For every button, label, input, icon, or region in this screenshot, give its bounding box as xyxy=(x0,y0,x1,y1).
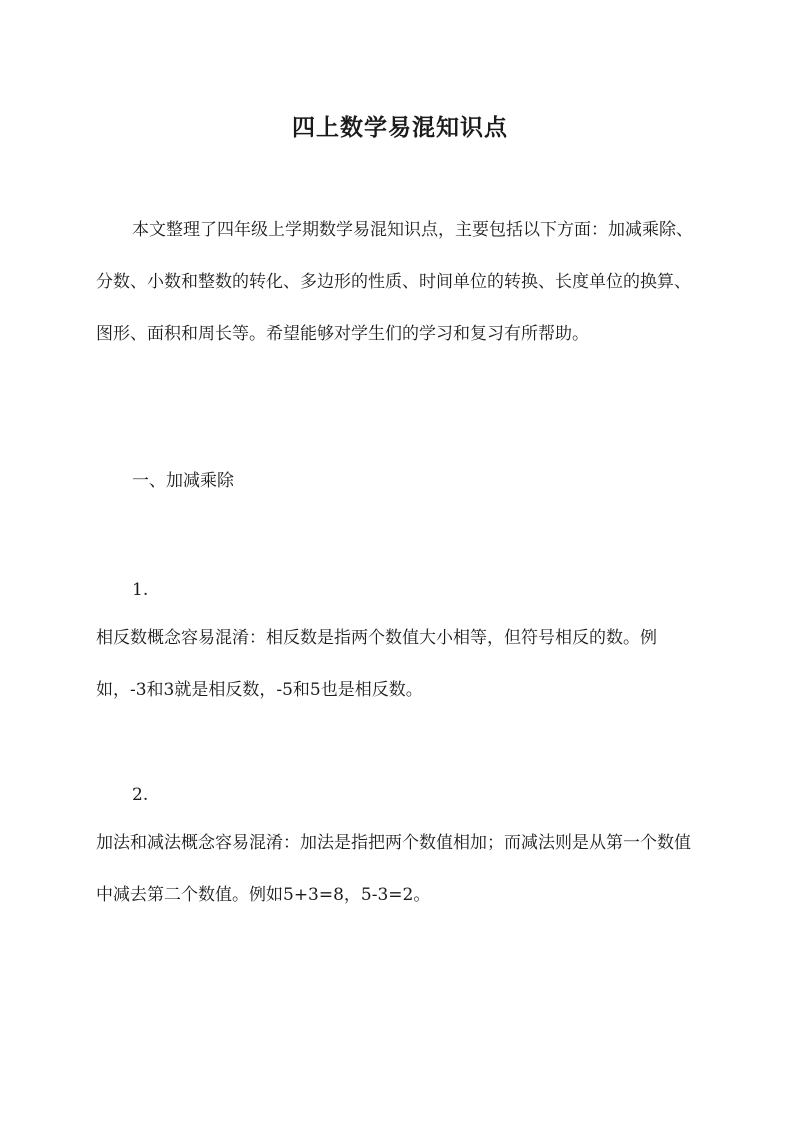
section-heading: 一、加减乘除 xyxy=(132,471,234,491)
item-text-2: 加法和减法概念容易混淆：加法是指把两个数值相加；而减法则是从第一个数值中减去第二个数值。例如5+3=8，5-3=2。 xyxy=(96,833,691,905)
item-text-1: 相反数概念容易混淆：相反数是指两个数值大小相等，但符号相反的数。例如，-3和3就是相反数，-5和5也是相反数。 xyxy=(96,628,657,700)
document-title: 四上数学易混知识点 xyxy=(292,114,508,142)
item-number-1: 1. xyxy=(132,580,149,600)
intro-paragraph: 本文整理了四年级上学期数学易混知识点，主要包括以下方面：加减乘除、分数、小数和整数的转化、多边形的性质、时间单位的转换、长度单位的换算、图形、面积和周长等。希望能够对学生们的学习和复习有所帮助。 xyxy=(96,220,693,344)
item-number-2: 2. xyxy=(132,785,149,805)
